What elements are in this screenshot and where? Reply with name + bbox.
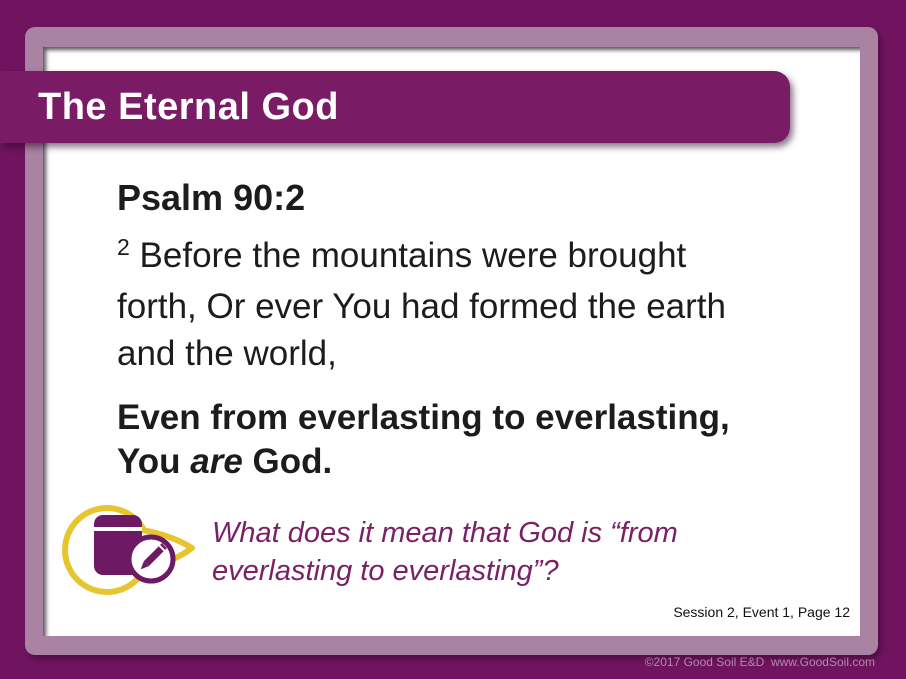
emphasis-line: Even from everlasting to everlasting, — [117, 398, 730, 437]
title-banner — [0, 71, 790, 143]
question-line: everlasting to everlasting”? — [212, 555, 559, 587]
book-pencil-bubble-icon — [58, 500, 200, 602]
pencil-badge-icon — [129, 537, 173, 581]
copyright-text: ©2017 Good Soil E&D www.GoodSoil.com — [644, 655, 875, 669]
emphasis-italic-text: are — [190, 442, 243, 481]
emphasis-text: You — [117, 442, 181, 481]
verse-number-superscript: 2 — [117, 234, 130, 260]
verse-line-text: Before the mountains were brought — [139, 236, 687, 275]
verse-line: forth, Or ever You had formed the earth — [117, 287, 726, 326]
session-footer: Session 2, Event 1, Page 12 — [673, 604, 850, 620]
emphasis-text: God. — [252, 442, 333, 481]
question-text — [212, 514, 678, 590]
verse-paragraph — [117, 232, 726, 377]
question-line: What does it mean that God is “from — [212, 517, 678, 549]
emphasis-paragraph — [117, 396, 730, 484]
verse-line — [117, 232, 726, 283]
verse-line: and the world, — [117, 334, 337, 373]
slide-title: The Eternal God — [38, 85, 339, 128]
scripture-reference: Psalm 90:2 — [117, 177, 306, 218]
emphasis-line — [117, 440, 730, 484]
